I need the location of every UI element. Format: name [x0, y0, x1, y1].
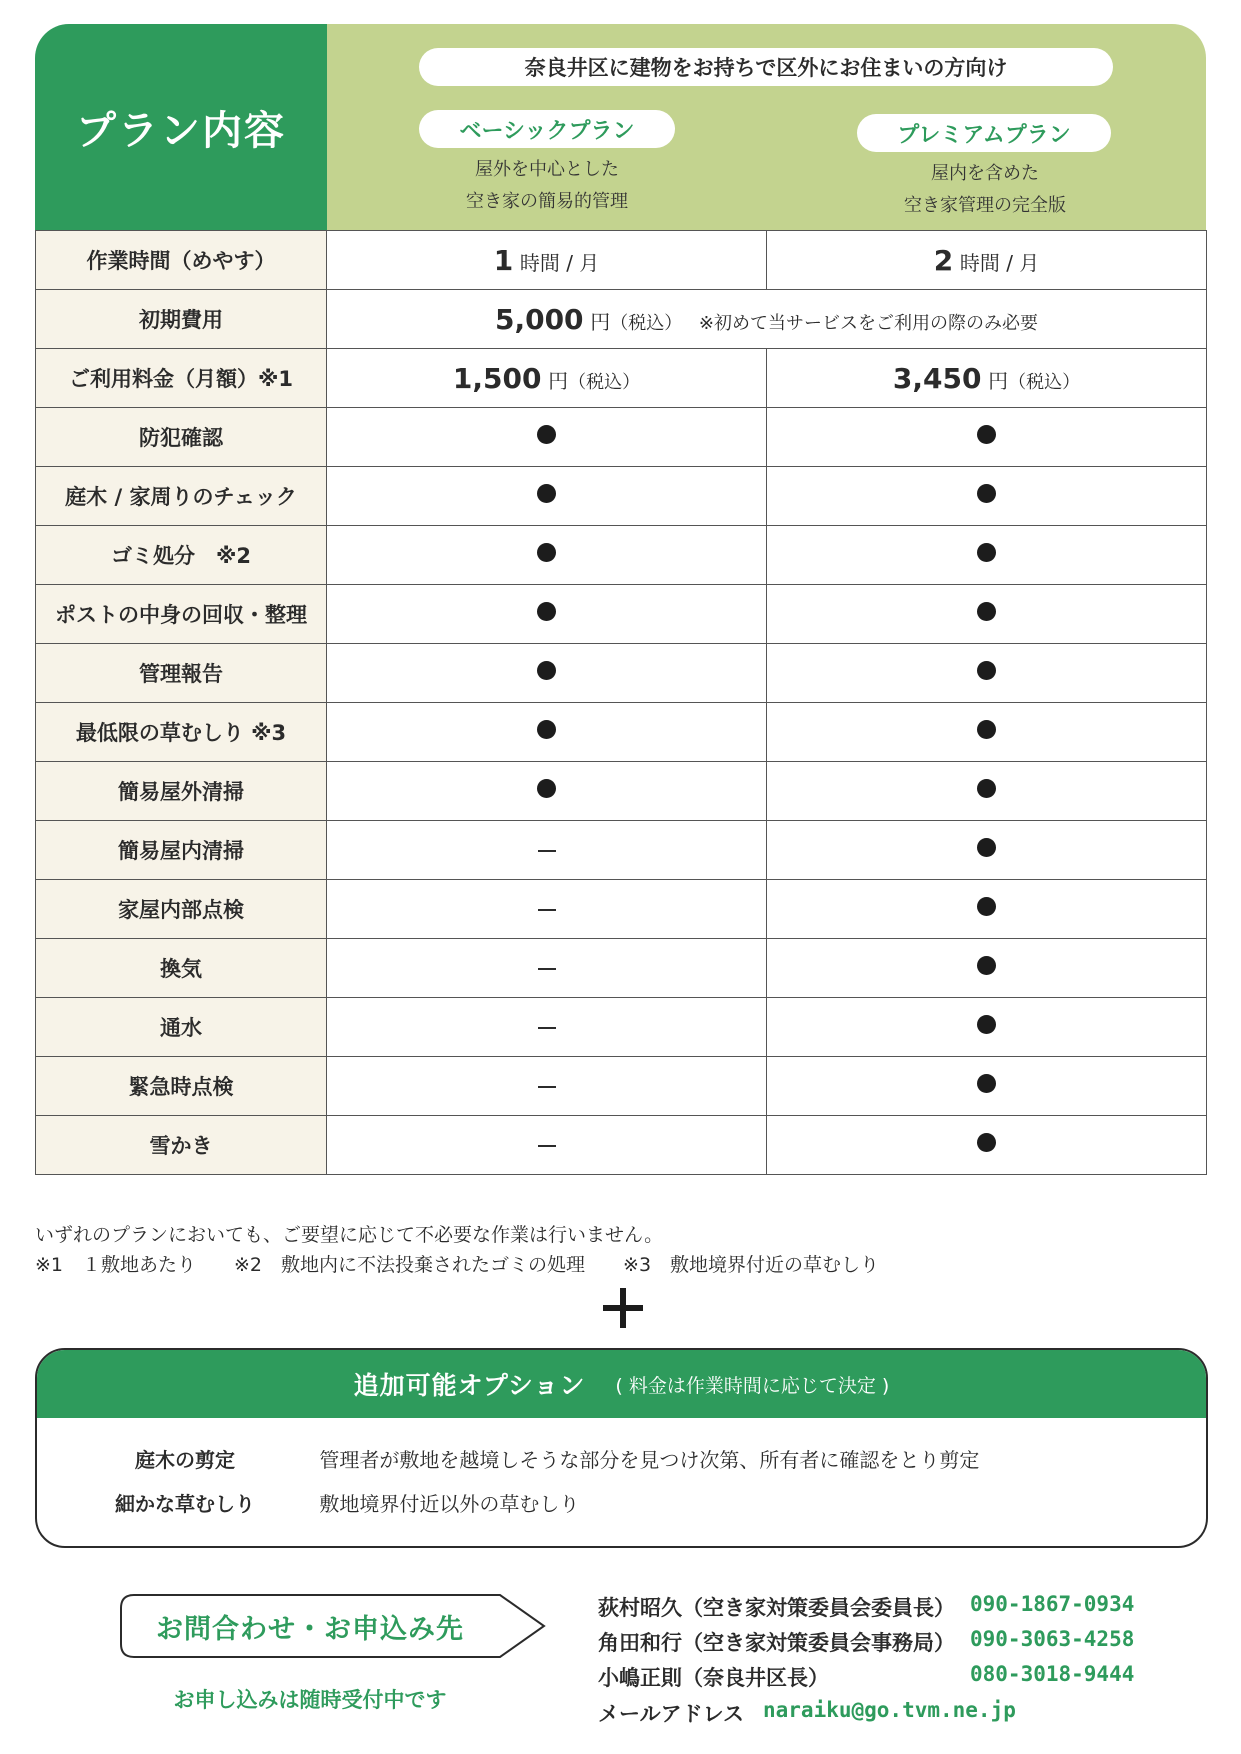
included-dot-icon	[977, 425, 996, 444]
plan-comparison-table	[35, 230, 1207, 1175]
row-label: ご利用料金（月額）※1	[36, 349, 327, 408]
included-dot-icon	[537, 779, 556, 798]
not-included-dash-icon	[538, 1145, 556, 1147]
row-label: 換気	[36, 939, 327, 998]
notes-line-2: ※1 １敷地あたり ※2 敷地内に不法投棄されたゴミの処理 ※3 敷地境界付近の草むしり	[35, 1254, 880, 1276]
tax-included: （税込）	[610, 312, 683, 334]
included-dot-icon	[537, 484, 556, 503]
premium-cell	[767, 703, 1207, 762]
premium-monthly-fee	[767, 349, 1207, 408]
included-dot-icon	[977, 1015, 996, 1034]
row-label: 簡易屋外清掃	[36, 762, 327, 821]
included-dot-icon	[537, 543, 556, 562]
basic-desc-line2: 空き家の簡易的管理	[466, 191, 628, 212]
premium-cell	[767, 821, 1207, 880]
row-label: 庭木 / 家周りのチェック	[36, 467, 327, 526]
included-dot-icon	[977, 720, 996, 739]
included-dot-icon	[537, 661, 556, 680]
premium-cell	[767, 998, 1207, 1057]
included-dot-icon	[977, 661, 996, 680]
included-dot-icon	[977, 543, 996, 562]
initial-fee-note: ※初めて当サービスをご利用の際のみ必要	[698, 312, 1039, 334]
basic-cell	[327, 762, 767, 821]
email-label: メールアドレス	[598, 1702, 744, 1726]
premium-hours: 2	[933, 243, 954, 277]
premium-cell	[767, 939, 1207, 998]
premium-cell	[767, 762, 1207, 821]
table-row	[36, 290, 1207, 349]
premium-cell	[767, 644, 1207, 703]
table-row	[36, 821, 1207, 880]
basic-cell	[327, 939, 767, 998]
row-label: ポストの中身の回収・整理	[36, 585, 327, 644]
notes-line-1: いずれのプランにおいても、ご要望に応じて不必要な作業は行いません。	[35, 1224, 664, 1246]
premium-desc-line1: 屋内を含めた	[931, 163, 1039, 184]
yen-unit: 円	[988, 368, 1009, 393]
plan-content-title: プラン内容	[76, 107, 286, 154]
basic-work-time	[327, 231, 767, 290]
basic-hours: 1	[493, 243, 514, 277]
table-row	[36, 998, 1207, 1057]
basic-fee-amount: 1,500	[452, 361, 542, 395]
row-label: 簡易屋内清掃	[36, 821, 327, 880]
row-label: 緊急時点検	[36, 1057, 327, 1116]
contact-heading: お問合わせ・お申込み先	[156, 1613, 464, 1645]
hours-unit: 時間 / 月	[519, 250, 600, 275]
premium-cell	[767, 585, 1207, 644]
table-row	[36, 1116, 1207, 1175]
list-item	[85, 1444, 979, 1473]
plan-columns-header	[327, 24, 1206, 230]
contact-heading-tag	[120, 1594, 546, 1658]
basic-plan-description	[387, 154, 707, 218]
row-label: 管理報告	[36, 644, 327, 703]
options-box	[35, 1348, 1208, 1548]
included-dot-icon	[977, 602, 996, 621]
yen-unit: 円	[548, 368, 569, 393]
table-row	[36, 880, 1207, 939]
premium-cell	[767, 467, 1207, 526]
table-row	[36, 1057, 1207, 1116]
hours-unit: 時間 / 月	[959, 250, 1040, 275]
options-title: 追加可能オプション	[353, 1371, 586, 1400]
basic-plan-name: ベーシックプラン	[419, 110, 675, 148]
contact-subtext: お申し込みは随時受付中です	[173, 1688, 447, 1712]
premium-cell	[767, 1116, 1207, 1175]
row-label: 最低限の草むしり ※3	[36, 703, 327, 762]
contact-name: 荻村昭久（空き家対策委員会委員長）	[598, 1596, 955, 1620]
table-row	[36, 762, 1207, 821]
initial-fee-amount: 5,000	[494, 302, 584, 336]
tax-included: （税込）	[1008, 371, 1081, 393]
basic-monthly-fee	[327, 349, 767, 408]
premium-plan-name: プレミアムプラン	[857, 114, 1111, 152]
included-dot-icon	[977, 956, 996, 975]
table-row	[36, 467, 1207, 526]
not-included-dash-icon	[538, 1027, 556, 1029]
premium-fee-amount: 3,450	[892, 361, 982, 395]
target-audience-pill: 奈良井区に建物をお持ちで区外にお住まいの方向け	[419, 48, 1113, 86]
table-row	[36, 408, 1207, 467]
plan-content-header	[35, 24, 327, 230]
table-row	[36, 644, 1207, 703]
basic-cell	[327, 703, 767, 762]
basic-cell	[327, 408, 767, 467]
contact-name: 小嶋正則（奈良井区長）	[598, 1666, 829, 1690]
premium-plan-description	[825, 158, 1145, 222]
initial-fee-value	[327, 290, 1207, 349]
basic-cell	[327, 998, 767, 1057]
option-name: 庭木の剪定	[135, 1448, 235, 1472]
table-row	[36, 703, 1207, 762]
basic-cell	[327, 467, 767, 526]
premium-cell	[767, 1057, 1207, 1116]
basic-desc-line1: 屋外を中心とした	[475, 159, 619, 180]
option-name: 細かな草むしり	[115, 1492, 255, 1516]
not-included-dash-icon	[538, 1086, 556, 1088]
row-label: 通水	[36, 998, 327, 1057]
row-label: 防犯確認	[36, 408, 327, 467]
table-row	[36, 231, 1207, 290]
basic-cell	[327, 644, 767, 703]
premium-cell	[767, 526, 1207, 585]
not-included-dash-icon	[538, 850, 556, 852]
included-dot-icon	[977, 484, 996, 503]
not-included-dash-icon	[538, 909, 556, 911]
basic-cell	[327, 585, 767, 644]
basic-cell	[327, 1116, 767, 1175]
tax-included: （税込）	[568, 371, 641, 393]
options-header	[37, 1350, 1206, 1418]
contact-phone: 090-1867-0934	[970, 1592, 1135, 1616]
contact-phone: 080-3018-9444	[970, 1662, 1135, 1686]
table-row	[36, 526, 1207, 585]
basic-cell	[327, 526, 767, 585]
not-included-dash-icon	[538, 968, 556, 970]
included-dot-icon	[977, 1074, 996, 1093]
table-row	[36, 939, 1207, 998]
included-dot-icon	[977, 897, 996, 916]
row-label: 家屋内部点検	[36, 880, 327, 939]
row-label: ゴミ処分 ※2	[36, 526, 327, 585]
included-dot-icon	[977, 838, 996, 857]
premium-cell	[767, 880, 1207, 939]
premium-cell	[767, 408, 1207, 467]
included-dot-icon	[977, 779, 996, 798]
premium-work-time	[767, 231, 1207, 290]
yen-unit: 円	[590, 309, 611, 334]
plus-icon	[603, 1288, 643, 1328]
email-address[interactable]: naraiku@go.tvm.ne.jp	[763, 1698, 1016, 1722]
option-description: 管理者が敷地を越境しそうな部分を見つけ次第、所有者に確認をとり剪定	[319, 1448, 980, 1472]
table-row	[36, 585, 1207, 644]
included-dot-icon	[537, 720, 556, 739]
included-dot-icon	[537, 602, 556, 621]
row-label: 作業時間（めやす）	[36, 231, 327, 290]
contact-name: 角田和行（空き家対策委員会事務局）	[598, 1631, 955, 1655]
included-dot-icon	[537, 425, 556, 444]
row-label: 初期費用	[36, 290, 327, 349]
row-label: 雪かき	[36, 1116, 327, 1175]
options-fee-note: ( 料金は作業時間に応じて決定 )	[615, 1374, 890, 1397]
included-dot-icon	[977, 1133, 996, 1152]
contact-phone: 090-3063-4258	[970, 1627, 1135, 1651]
list-item	[85, 1488, 579, 1517]
option-description: 敷地境界付近以外の草むしり	[319, 1492, 580, 1516]
basic-cell	[327, 1057, 767, 1116]
basic-cell	[327, 880, 767, 939]
basic-cell	[327, 821, 767, 880]
premium-desc-line2: 空き家管理の完全版	[904, 195, 1066, 216]
table-row	[36, 349, 1207, 408]
